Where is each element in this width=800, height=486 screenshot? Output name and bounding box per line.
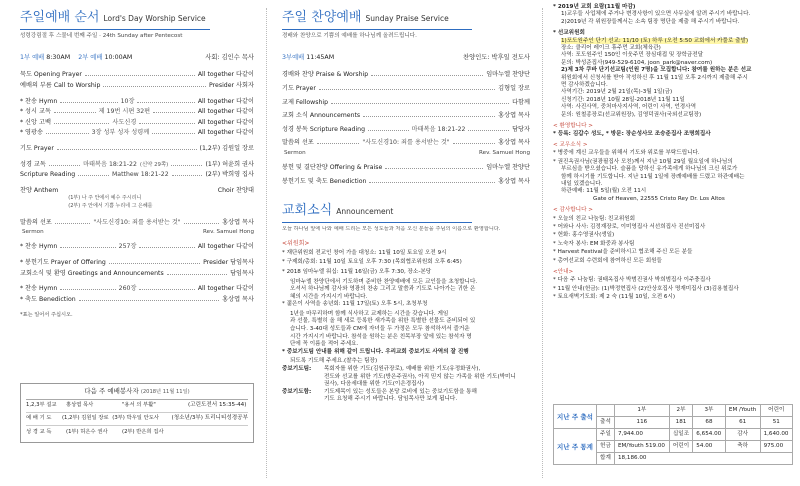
worship-order-item: * 축도 Benediction 홍상엽 목사 xyxy=(20,295,254,303)
announcement-line: * 선교위원회 xyxy=(553,30,585,37)
praise-order-list-2 xyxy=(282,164,530,191)
next-week-row: 예 배 기 도 (1,2부) 김원일 장로 (3부) 박우일 안도사 (청소년/3부) 트리니티성경공부 xyxy=(26,413,248,426)
announcement-line: * 다음 주 나눔팀: 권태옥집사 박범진권사 박희범집사 이주충집사 xyxy=(553,277,711,284)
news-item: 과 선물, 특별히 올 해 새로 등록한 새가족을 위한 특별한 선물도 준비되어 있 xyxy=(290,318,476,325)
title-underline xyxy=(282,29,472,30)
worship-order-item: * 성시 교독 제 19번 시편 32편 All together 다같이 xyxy=(20,108,255,116)
announcement-line: * 등록: 김갑수 성도, * 방문: 장순성사모 조승준집사 조명희집사 xyxy=(553,130,711,137)
worship-order-list-2 xyxy=(20,243,254,306)
section-heading: < 감사합니다 > xyxy=(553,207,593,214)
prayer-team-line: 전도와 선교를 위한 기도(방은주권사), 아직 믿지 않는 가족을 위한 기도(박미니 xyxy=(324,373,516,380)
praise-order-item: 교제 Fellowship 다함께 xyxy=(282,98,530,106)
worship-title: 주일예배 순서 Lord's Day Worship Service xyxy=(20,10,206,25)
news-item: * 젊은이 사역을 송년회: 11월 17일(토) 오후 5시, 초청부청 xyxy=(282,301,428,308)
announcement-line: 2)제 3차 쿠바 단기선교팀(인원 7명)을 모집합니다: 참여를 원하는 분은 선교 xyxy=(561,67,752,74)
sermon-row: 말씀의 선포 "사도신경10: 죄를 용서받는 것" 홍상엽 목사 xyxy=(20,218,254,226)
announcement-line: * 어와나 사사: 김정재장로, 이미영집사 서선희집사 진선미집사 xyxy=(553,223,706,230)
next-week-row: 성 경 교 독 (1부) 허은수 권사 (2부) 반은희 집사 xyxy=(26,428,164,435)
worship-order-item: 기도 Prayer (1,2부) 김원일 장로 xyxy=(20,145,254,152)
announcement-line: Gate of Heaven, 22555 Cristo Rey Dr. Los Altos xyxy=(593,195,725,202)
praise-order-item: 교회 소식 Announcements 홍상엽 목사 xyxy=(282,112,530,120)
prayer-team-list xyxy=(282,366,530,404)
news-item: * 재단위원회 전교인 창어 가을 대청소: 11월 10일 토요일 오전 9시 xyxy=(282,249,447,256)
worship-order-item: * 찬송 Hymn 260장 All together 다같이 xyxy=(20,285,255,293)
worship-order-item: 교회소식 및 환영 Greetings and Announcements 담임목사 xyxy=(20,269,254,277)
announcement-line: 1)교우들 사업체에 주거나 변경사항이 있으면 사무실에 알려 주시기 바랍니다. xyxy=(561,11,751,18)
announcement-line: 함께 하시기를 기도합니다. 지난 11월 1일에 장례예배를 드렸고 하관예배는 xyxy=(561,173,745,180)
news-item: * 중보기도팀 안내를 위해 같이 드립니다. 우리교회 중보기도 사역의 잘 진행 xyxy=(282,348,469,355)
news-item: 습니다. 3-40대 성도들과 CM에 자녀들 두 가정은 모두 참석하셔서 즐거운 xyxy=(290,326,470,333)
prayer-team-line: 중보기도함: 기도제목이 있는 성도들은 본당 로비에 있는 중보기도함을 통해 xyxy=(282,388,477,395)
column-divider xyxy=(542,8,543,478)
praise-order-item: 기도 Prayer 김형일 장로 xyxy=(282,85,530,93)
announcement-line: 부르심을 받으셨습니다. 슬픔을 당하신 유가족에게 하나님의 크신 위로가 xyxy=(561,166,738,173)
news-item: 혜의 시간을 가지시기 바랍니다. xyxy=(290,293,368,300)
news-item: 되도록 기도해 주세요.(찰추는 팀장) xyxy=(290,358,378,365)
praise-sermon-row: 말씀의 선포 "사도신경10: 죄를 용서받는 것" 홍상엽 목사 xyxy=(282,139,530,147)
news-item: 1년을 마무리하며 함께 식사하고 교제하는 시간을 갖습니다. 게임 xyxy=(290,310,449,317)
praise-order-item: 봉헌 및 결단찬양 Offering & Praise 임마누엘 찬양단 xyxy=(282,164,530,171)
news-item: 임마누엘 찬양단에서 기도하며 준비한 찬양예배에 모든 교인들을 초청합니다. xyxy=(290,278,478,285)
column-divider xyxy=(266,8,267,478)
news-item: 오셔서 하나님께 감사와 영광의 찬송 그리고 말씀과 기도로 나아가는 귀한 은 xyxy=(290,286,476,293)
announcement-line: * 11월 안내(헌금): (1)박정현집사 (2)안상호집사 명재미집사 (3)김용철집사 xyxy=(553,285,739,292)
praise-sermon-en-row: Sermon Rev. Samuel Hong xyxy=(284,150,530,156)
worship-order-item: 예배의 부름 Call to Worship Presider 사회자 xyxy=(20,82,254,90)
prayer-team-line: 기도 요청해 주시기 바랍니다. 담임목사만 보게 됩니다. xyxy=(324,396,458,403)
worship-order-list xyxy=(20,71,254,181)
section-heading: <안내> xyxy=(553,269,574,275)
announcement-line: 사역기간: 2019년 2월 21일(목)-3월 1일(금) xyxy=(561,89,673,96)
worship-order-item: Scripture Reading Matthew 18:21-22 (2부) 박희영 집사 xyxy=(20,171,255,179)
prayer-team-line: 권사), 다음세대를 위한 기도(이은경집사) xyxy=(324,381,425,388)
announcement-line: 2)2019년 각 위원장들께서는 소속 팀장 명단을 제출 해 주시기 바랍니다. xyxy=(561,18,740,25)
announcement-line: 내일 있겠습니다. xyxy=(561,180,603,187)
service-times: 1부 예배 8:30AM 2부 예배 10:00AM 사회: 김인수 목사 xyxy=(20,54,254,62)
worship-order-item: 묵도 Opening Prayer All together 다같이 xyxy=(20,71,254,79)
anthem-row: 찬양 Anthem (1부) 나 주 안에서 예수 주시리니 (2부) 주 안에서 기쁨 누리네 그 은혜를 Choir 찬양대 xyxy=(20,186,254,209)
announcement-line: 위원회에서 신청서를 받아 작성하신 후 11월 11일 오후 2시까지 제출해 주시 xyxy=(561,74,748,81)
announcement-line: * 병중에 계신 교우들을 위해서 기도와 위로를 부탁드립니다. xyxy=(553,150,700,157)
announcement-line: 사역: 사진사역, 중처마사지사역, 어린이 사역, 언경사역 xyxy=(561,104,696,111)
announcement-line: * 2019년 교회 요람(11월 마감) xyxy=(553,4,636,10)
announcement-line: * 노숙자 봉사: EM 화중과 봉사팀 xyxy=(553,240,635,247)
praise-column xyxy=(270,0,540,486)
announcement-line: 장소: 클리어 레이크 휴주먼 교회(체육관) xyxy=(561,45,661,52)
praise-order-item: 봉헌기도 및 축도 Benediction 홍상엽 목사 xyxy=(282,177,530,185)
announcement-line: * Harvest Festival을 준비하시고 협조해 주신 모든 분들 xyxy=(553,249,693,256)
title-underline xyxy=(282,222,472,223)
worship-order-item: * 찬송 Hymn 10장 All together 다같이 xyxy=(20,97,255,105)
announcement-line: 1)포도원주인 단기 선교: 11/10 (토) 하루 (오전 5:50 교회에서 카풀로 출발) xyxy=(561,37,749,44)
announcement-line: 문의: 박성준집사(949-529-6104, joon_park@naver.com) xyxy=(561,59,713,66)
announcement-line: 신청기간: 2018년 10월 28일-2018년 11월 11일 xyxy=(561,96,685,103)
announcement-line: 면 감사하겠습니다. xyxy=(561,82,608,89)
praise-service-time: 3부예배 11:45AM 찬양인도: 박후일 전도사 xyxy=(282,54,530,62)
weekly-stats-table: 지난 주 출석 1부 2부 3부 EM /Youth 어린이 출석 116 181 68 61 51 지난 주 통계 주일 7,944.00 십일조 6,654.00 감사 1,640.00 헌금 EM/Youth 519.00 어린이 54.00 축하 975.00 합계 18,186.00 xyxy=(553,404,793,465)
worship-order-item: 성경 교독 마태복음 18:21-22 (신약 29쪽) (1부) 허윤희 권사 xyxy=(20,160,255,168)
praise-subtitle: 경배와 찬양으로 기쁨의 예배를 하나님께 올려드립니다. xyxy=(282,33,417,39)
praise-order-item: 경배와 찬양 Praise & Worship 임마누엘 찬양단 xyxy=(282,71,530,79)
prayer-team-line: 중보기도팀: 목회자를 위한 기도(김원규장로), 예배를 위한 기도(유정화권사), xyxy=(282,366,481,373)
worship-order-item: * 찬송 Hymn 257장 All together 다같이 xyxy=(20,243,255,251)
announcement-line: * 토요새벽기도회: 제 2 숙 (11월 10일, 오전 6시) xyxy=(553,294,676,301)
title-underline xyxy=(20,29,210,30)
announcement-line: * 총여선교회 수련회에 참여하신 모든 회원들 xyxy=(553,257,662,264)
news-item: 시간 가지시기 바랍니다. 참석을 원하는 분은 친목부장 앞에 있는 참석자 명 xyxy=(290,333,472,340)
announcement-line: * 권진옥권사님(권광필집사 모친)께서 지난 10월 29일 월요일에 하나님의 xyxy=(553,158,733,165)
next-week-row: 1,2,3부 설교 홍상엽 목사 "용서 의 부활" (고린도전서 15:35-44) xyxy=(26,400,248,413)
news-intro: 오늘 하나님 앞에 나와 예배 드리는 모든 성도들과 처음 오신 분들을 주님의 이름으로 환영합니다. xyxy=(282,226,501,233)
news-item: 단에 꼭 이름을 적어 주세요. xyxy=(290,341,359,348)
worship-order-item: * 신앙 고백 사도신경 All together 다같이 xyxy=(20,118,255,126)
committee-heading: <위원회> xyxy=(282,239,310,247)
announcement-line: * 오늘의 친교 나눔팀: 친교위원회 xyxy=(553,215,636,222)
standing-note: *표는 일어서 주십시오. xyxy=(20,312,73,319)
worship-order-item: * 봉헌기도 Prayer of Offering Presider 담임목사 xyxy=(20,258,254,266)
news-title: 교회소식 Announcement xyxy=(282,203,394,219)
worship-order-item: * 영광송 3장 성부 성자 성령께 All together 다같이 xyxy=(20,129,254,137)
announcement-line: 사역: 포도원주인 150인 이웃주민 장심대접 및 장학금전달 xyxy=(561,52,704,59)
praise-order-list xyxy=(282,71,530,139)
news-list xyxy=(282,250,530,366)
announcement-line: 하관예배: 11월 5일(월) 오전 11시 xyxy=(561,188,647,195)
announcement-line: 문의: 원철종장로(선교위원장), 김영덕권사(국외선교팀장) xyxy=(561,111,702,118)
news-item: * 2018 임마누엘 워십: 11월 16일(금) 오후 7:30, 장소-본당 xyxy=(282,268,432,275)
announcement-line: * 헌화: 홍수영권사(생일) xyxy=(553,232,615,239)
next-week-servers-box: 다음 주 예배봉사자 (2018년 11월 11일) 1,2,3부 설교 홍상엽 목사 "용서 의 부활" (고린도전서 15:35-44) 예 배 기 도 (1,2부) 김원일 장로 (3부) 박우일 안도사 (청소년/3부) 트리니티성경공부 성 경 교 독 (1부) 허은수 권사 (2부) 반은희 집사 xyxy=(20,383,254,443)
news-item: * 구제회/총회: 11월 10일 토요일 오후 7:30 (목회협조위원회 오후 6:45) xyxy=(282,259,462,266)
sermon-en-row: Sermon Rev. Samuel Hong xyxy=(22,229,254,236)
worship-subtitle: 성령강림절 후 스물네 번째 주일 · 24th Sunday after Pentecost xyxy=(20,33,183,39)
praise-title: 주일 찬양예배 Sunday Praise Service xyxy=(282,10,449,25)
praise-order-item: 성경 봉독 Scripture Reading 마태복음 18:21-22 담당자 xyxy=(282,125,531,133)
section-heading: < 교우소식 > xyxy=(553,141,588,148)
section-heading: < 환영합니다 > xyxy=(553,123,593,130)
